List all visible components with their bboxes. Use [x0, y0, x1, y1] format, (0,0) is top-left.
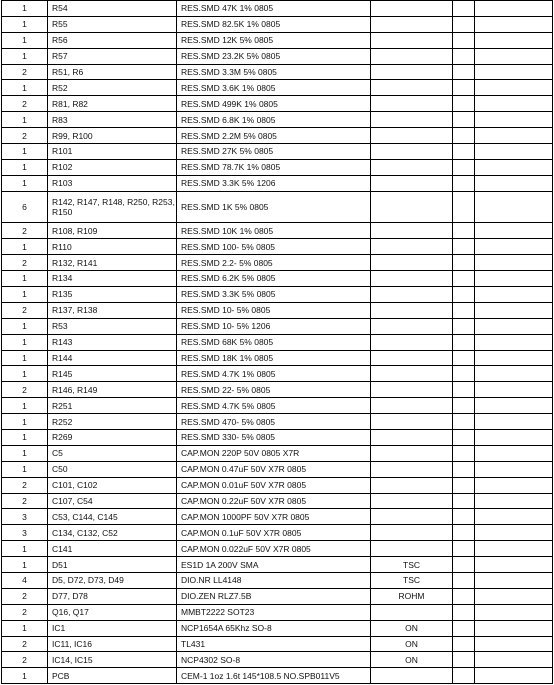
blank-cell	[475, 239, 553, 255]
table-row	[2, 191, 553, 223]
blank-cell	[453, 398, 475, 414]
blank-cell	[453, 461, 475, 477]
blank-cell	[475, 382, 553, 398]
manufacturer-cell	[371, 477, 453, 493]
blank-cell	[453, 1, 475, 17]
description-cell: RES.SMD 1K 5% 0805	[177, 191, 371, 223]
qty-cell: 2	[2, 128, 48, 144]
description-cell: RES.SMD 6.8K 1% 0805	[177, 112, 371, 128]
reference-cell: R53	[48, 318, 177, 334]
manufacturer-cell	[371, 175, 453, 191]
qty-cell: 1	[2, 32, 48, 48]
reference-cell: Q16, Q17	[48, 604, 177, 620]
blank-cell	[475, 96, 553, 112]
table-row	[2, 48, 553, 64]
blank-cell	[453, 32, 475, 48]
qty-cell: 2	[2, 223, 48, 239]
reference-cell: R54	[48, 1, 177, 17]
qty-cell: 2	[2, 493, 48, 509]
blank-cell	[475, 64, 553, 80]
blank-cell	[453, 604, 475, 620]
blank-cell	[475, 271, 553, 287]
qty-cell: 1	[2, 350, 48, 366]
blank-cell	[475, 318, 553, 334]
description-cell: RES.SMD 4.7K 5% 0805	[177, 398, 371, 414]
manufacturer-cell	[371, 334, 453, 350]
table-row	[2, 302, 553, 318]
manufacturer-cell	[371, 398, 453, 414]
qty-cell: 2	[2, 382, 48, 398]
reference-cell: R142, R147, R148, R250, R253, R150	[48, 191, 177, 223]
blank-cell	[453, 541, 475, 557]
manufacturer-cell	[371, 668, 453, 684]
reference-cell: R251	[48, 398, 177, 414]
table-row	[2, 144, 553, 160]
qty-cell: 2	[2, 636, 48, 652]
blank-cell	[475, 541, 553, 557]
blank-cell	[453, 271, 475, 287]
table-row	[2, 620, 553, 636]
blank-cell	[453, 96, 475, 112]
description-cell: RES.SMD 3.6K 1% 0805	[177, 80, 371, 96]
qty-cell: 1	[2, 429, 48, 445]
description-cell: CAP.MON 0.22uF 50V X7R 0805	[177, 493, 371, 509]
blank-cell	[453, 302, 475, 318]
reference-cell: R55	[48, 16, 177, 32]
manufacturer-cell	[371, 159, 453, 175]
table-row	[2, 112, 553, 128]
blank-cell	[475, 620, 553, 636]
blank-cell	[475, 366, 553, 382]
manufacturer-cell	[371, 96, 453, 112]
reference-cell: R137, R138	[48, 302, 177, 318]
reference-cell: R146, R149	[48, 382, 177, 398]
reference-cell: R102	[48, 159, 177, 175]
reference-cell: R143	[48, 334, 177, 350]
qty-cell: 1	[2, 144, 48, 160]
table-row	[2, 223, 553, 239]
blank-cell	[475, 636, 553, 652]
qty-cell: 1	[2, 366, 48, 382]
blank-cell	[453, 175, 475, 191]
description-cell: RES.SMD 27K 5% 0805	[177, 144, 371, 160]
blank-cell	[475, 477, 553, 493]
description-cell: RES.SMD 78.7K 1% 0805	[177, 159, 371, 175]
description-cell: ES1D 1A 200V SMA	[177, 557, 371, 573]
description-cell: RES.SMD 4.7K 1% 0805	[177, 366, 371, 382]
reference-cell: R135	[48, 286, 177, 302]
table-row	[2, 271, 553, 287]
description-cell: RES.SMD 68K 5% 0805	[177, 334, 371, 350]
reference-cell: D51	[48, 557, 177, 573]
description-cell: RES.SMD 499K 1% 0805	[177, 96, 371, 112]
description-cell: MMBT2222 SOT23	[177, 604, 371, 620]
manufacturer-cell: ON	[371, 652, 453, 668]
blank-cell	[475, 16, 553, 32]
reference-cell: R103	[48, 175, 177, 191]
blank-cell	[475, 572, 553, 588]
manufacturer-cell	[371, 32, 453, 48]
manufacturer-cell	[371, 414, 453, 430]
table-row	[2, 429, 553, 445]
table-row	[2, 572, 553, 588]
description-cell: CAP.MON 0.01uF 50V X7R 0805	[177, 477, 371, 493]
qty-cell: 1	[2, 620, 48, 636]
qty-cell: 1	[2, 239, 48, 255]
description-cell: CAP.MON 0.022uF 50V X7R 0805	[177, 541, 371, 557]
qty-cell: 2	[2, 477, 48, 493]
qty-cell: 1	[2, 461, 48, 477]
blank-cell	[475, 398, 553, 414]
manufacturer-cell: ON	[371, 620, 453, 636]
reference-cell: R134	[48, 271, 177, 287]
blank-cell	[453, 159, 475, 175]
blank-cell	[453, 255, 475, 271]
description-cell: RES.SMD 10- 5% 0805	[177, 302, 371, 318]
blank-cell	[475, 429, 553, 445]
description-cell: CAP.MON 1000PF 50V X7R 0805	[177, 509, 371, 525]
description-cell: RES.SMD 23.2K 5% 0805	[177, 48, 371, 64]
blank-cell	[453, 144, 475, 160]
blank-cell	[475, 32, 553, 48]
description-cell: CAP.MON 0.47uF 50V X7R 0805	[177, 461, 371, 477]
table-row	[2, 128, 553, 144]
manufacturer-cell	[371, 350, 453, 366]
manufacturer-cell	[371, 541, 453, 557]
table-row	[2, 414, 553, 430]
qty-cell: 1	[2, 334, 48, 350]
blank-cell	[453, 48, 475, 64]
qty-cell: 2	[2, 588, 48, 604]
table-row	[2, 159, 553, 175]
blank-cell	[475, 80, 553, 96]
manufacturer-cell	[371, 128, 453, 144]
manufacturer-cell	[371, 112, 453, 128]
blank-cell	[475, 1, 553, 17]
description-cell: NCP1654A 65Khz SO-8	[177, 620, 371, 636]
description-cell: RES.SMD 10K 1% 0805	[177, 223, 371, 239]
description-cell: NCP4302 SO-8	[177, 652, 371, 668]
qty-cell: 6	[2, 191, 48, 223]
table-row	[2, 64, 553, 80]
manufacturer-cell: ROHM	[371, 588, 453, 604]
description-cell: CAP.MON 220P 50V 0805 X7R	[177, 445, 371, 461]
blank-cell	[453, 366, 475, 382]
reference-cell: C50	[48, 461, 177, 477]
description-cell: RES.SMD 3.3M 5% 0805	[177, 64, 371, 80]
blank-cell	[453, 429, 475, 445]
qty-cell: 1	[2, 48, 48, 64]
manufacturer-cell	[371, 144, 453, 160]
table-row	[2, 382, 553, 398]
description-cell: RES.SMD 470- 5% 0805	[177, 414, 371, 430]
qty-cell: 1	[2, 318, 48, 334]
reference-cell: PCB	[48, 668, 177, 684]
manufacturer-cell	[371, 445, 453, 461]
reference-cell: C107, C54	[48, 493, 177, 509]
blank-cell	[453, 128, 475, 144]
blank-cell	[453, 414, 475, 430]
blank-cell	[453, 191, 475, 223]
blank-cell	[475, 255, 553, 271]
table-row	[2, 175, 553, 191]
blank-cell	[453, 112, 475, 128]
table-row	[2, 350, 553, 366]
blank-cell	[453, 477, 475, 493]
reference-cell: R252	[48, 414, 177, 430]
reference-cell: R57	[48, 48, 177, 64]
manufacturer-cell	[371, 255, 453, 271]
blank-cell	[475, 159, 553, 175]
reference-cell: C101, C102	[48, 477, 177, 493]
blank-cell	[453, 572, 475, 588]
blank-cell	[475, 557, 553, 573]
qty-cell: 1	[2, 541, 48, 557]
table-row	[2, 636, 553, 652]
manufacturer-cell	[371, 461, 453, 477]
blank-cell	[453, 350, 475, 366]
qty-cell: 2	[2, 604, 48, 620]
manufacturer-cell	[371, 302, 453, 318]
description-cell: RES.SMD 2.2M 5% 0805	[177, 128, 371, 144]
qty-cell: 2	[2, 255, 48, 271]
qty-cell: 1	[2, 445, 48, 461]
reference-cell: D77, D78	[48, 588, 177, 604]
qty-cell: 1	[2, 414, 48, 430]
blank-cell	[475, 509, 553, 525]
reference-cell: R132, R141	[48, 255, 177, 271]
manufacturer-cell	[371, 318, 453, 334]
blank-cell	[453, 445, 475, 461]
qty-cell: 1	[2, 80, 48, 96]
manufacturer-cell	[371, 366, 453, 382]
blank-cell	[475, 334, 553, 350]
description-cell: RES.SMD 47K 1% 0805	[177, 1, 371, 17]
reference-cell: R110	[48, 239, 177, 255]
table-row	[2, 255, 553, 271]
description-cell: RES.SMD 100- 5% 0805	[177, 239, 371, 255]
manufacturer-cell	[371, 271, 453, 287]
table-row	[2, 334, 553, 350]
reference-cell: R52	[48, 80, 177, 96]
manufacturer-cell	[371, 16, 453, 32]
qty-cell: 3	[2, 525, 48, 541]
blank-cell	[475, 223, 553, 239]
table-row	[2, 445, 553, 461]
table-row	[2, 16, 553, 32]
manufacturer-cell	[371, 80, 453, 96]
qty-cell: 1	[2, 16, 48, 32]
table-row	[2, 366, 553, 382]
manufacturer-cell	[371, 191, 453, 223]
table-row	[2, 32, 553, 48]
reference-cell: R81, R82	[48, 96, 177, 112]
qty-cell: 4	[2, 572, 48, 588]
blank-cell	[453, 334, 475, 350]
blank-cell	[453, 382, 475, 398]
blank-cell	[475, 191, 553, 223]
qty-cell: 3	[2, 509, 48, 525]
description-cell: RES.SMD 12K 5% 0805	[177, 32, 371, 48]
table-row	[2, 477, 553, 493]
reference-cell: D5, D72, D73, D49	[48, 572, 177, 588]
blank-cell	[453, 239, 475, 255]
blank-cell	[453, 668, 475, 684]
blank-cell	[453, 80, 475, 96]
qty-cell: 2	[2, 64, 48, 80]
description-cell: RES.SMD 2.2- 5% 0805	[177, 255, 371, 271]
manufacturer-cell: TSC	[371, 572, 453, 588]
table-row	[2, 588, 553, 604]
description-cell: CEM-1 1oz 1.6t 145*108.5 NO.SPB011V5	[177, 668, 371, 684]
blank-cell	[453, 223, 475, 239]
table-row	[2, 80, 553, 96]
table-row	[2, 318, 553, 334]
blank-cell	[475, 112, 553, 128]
manufacturer-cell	[371, 239, 453, 255]
blank-cell	[475, 652, 553, 668]
qty-cell: 1	[2, 668, 48, 684]
blank-cell	[475, 461, 553, 477]
manufacturer-cell	[371, 48, 453, 64]
blank-cell	[453, 509, 475, 525]
blank-cell	[475, 493, 553, 509]
blank-cell	[453, 525, 475, 541]
table-row	[2, 509, 553, 525]
qty-cell: 1	[2, 175, 48, 191]
description-cell: RES.SMD 18K 1% 0805	[177, 350, 371, 366]
qty-cell: 1	[2, 159, 48, 175]
manufacturer-cell	[371, 604, 453, 620]
blank-cell	[475, 144, 553, 160]
reference-cell: R51, R6	[48, 64, 177, 80]
description-cell: DIO.NR LL4148	[177, 572, 371, 588]
blank-cell	[453, 16, 475, 32]
blank-cell	[475, 128, 553, 144]
description-cell: RES.SMD 6.2K 5% 0805	[177, 271, 371, 287]
blank-cell	[475, 48, 553, 64]
blank-cell	[453, 493, 475, 509]
table-row	[2, 96, 553, 112]
table-row	[2, 525, 553, 541]
blank-cell	[453, 620, 475, 636]
blank-cell	[475, 668, 553, 684]
blank-cell	[475, 175, 553, 191]
table-row	[2, 286, 553, 302]
qty-cell: 1	[2, 557, 48, 573]
manufacturer-cell: TSC	[371, 557, 453, 573]
blank-cell	[475, 350, 553, 366]
reference-cell: IC11, IC16	[48, 636, 177, 652]
qty-cell: 2	[2, 96, 48, 112]
bom-table	[1, 0, 553, 684]
blank-cell	[453, 286, 475, 302]
qty-cell: 2	[2, 302, 48, 318]
blank-cell	[475, 588, 553, 604]
blank-cell	[453, 636, 475, 652]
description-cell: RES.SMD 22- 5% 0805	[177, 382, 371, 398]
reference-cell: C53, C144, C145	[48, 509, 177, 525]
description-cell: RES.SMD 82.5K 1% 0805	[177, 16, 371, 32]
table-row	[2, 541, 553, 557]
manufacturer-cell: ON	[371, 636, 453, 652]
manufacturer-cell	[371, 525, 453, 541]
manufacturer-cell	[371, 286, 453, 302]
manufacturer-cell	[371, 429, 453, 445]
table-row	[2, 239, 553, 255]
qty-cell: 1	[2, 286, 48, 302]
table-row	[2, 604, 553, 620]
description-cell: RES.SMD 10- 5% 1206	[177, 318, 371, 334]
reference-cell: C141	[48, 541, 177, 557]
blank-cell	[475, 445, 553, 461]
table-row	[2, 652, 553, 668]
reference-cell: IC14, IC15	[48, 652, 177, 668]
manufacturer-cell	[371, 64, 453, 80]
reference-cell: R144	[48, 350, 177, 366]
reference-cell: R108, R109	[48, 223, 177, 239]
reference-cell: R145	[48, 366, 177, 382]
table-row	[2, 557, 553, 573]
blank-cell	[475, 286, 553, 302]
blank-cell	[475, 302, 553, 318]
reference-cell: R99, R100	[48, 128, 177, 144]
description-cell: DIO.ZEN RLZ7.5B	[177, 588, 371, 604]
description-cell: TL431	[177, 636, 371, 652]
manufacturer-cell	[371, 1, 453, 17]
table-row	[2, 493, 553, 509]
description-cell: RES.SMD 3.3K 5% 0805	[177, 286, 371, 302]
description-cell: CAP.MON 0.1uF 50V X7R 0805	[177, 525, 371, 541]
reference-cell: C134, C132, C52	[48, 525, 177, 541]
reference-cell: IC1	[48, 620, 177, 636]
qty-cell: 1	[2, 398, 48, 414]
blank-cell	[453, 588, 475, 604]
blank-cell	[453, 64, 475, 80]
table-row	[2, 461, 553, 477]
table-row	[2, 1, 553, 17]
qty-cell: 1	[2, 1, 48, 17]
qty-cell: 1	[2, 271, 48, 287]
manufacturer-cell	[371, 509, 453, 525]
table-row	[2, 398, 553, 414]
blank-cell	[453, 557, 475, 573]
description-cell: RES.SMD 3.3K 5% 1206	[177, 175, 371, 191]
qty-cell: 1	[2, 112, 48, 128]
reference-cell: R101	[48, 144, 177, 160]
table-row	[2, 668, 553, 684]
reference-cell: C5	[48, 445, 177, 461]
blank-cell	[453, 652, 475, 668]
blank-cell	[475, 414, 553, 430]
description-cell: RES.SMD 330- 5% 0805	[177, 429, 371, 445]
manufacturer-cell	[371, 493, 453, 509]
reference-cell: R56	[48, 32, 177, 48]
manufacturer-cell	[371, 382, 453, 398]
manufacturer-cell	[371, 223, 453, 239]
bom-table-body	[2, 1, 553, 684]
reference-cell: R83	[48, 112, 177, 128]
qty-cell: 2	[2, 652, 48, 668]
blank-cell	[475, 525, 553, 541]
blank-cell	[475, 604, 553, 620]
blank-cell	[453, 318, 475, 334]
reference-cell: R269	[48, 429, 177, 445]
